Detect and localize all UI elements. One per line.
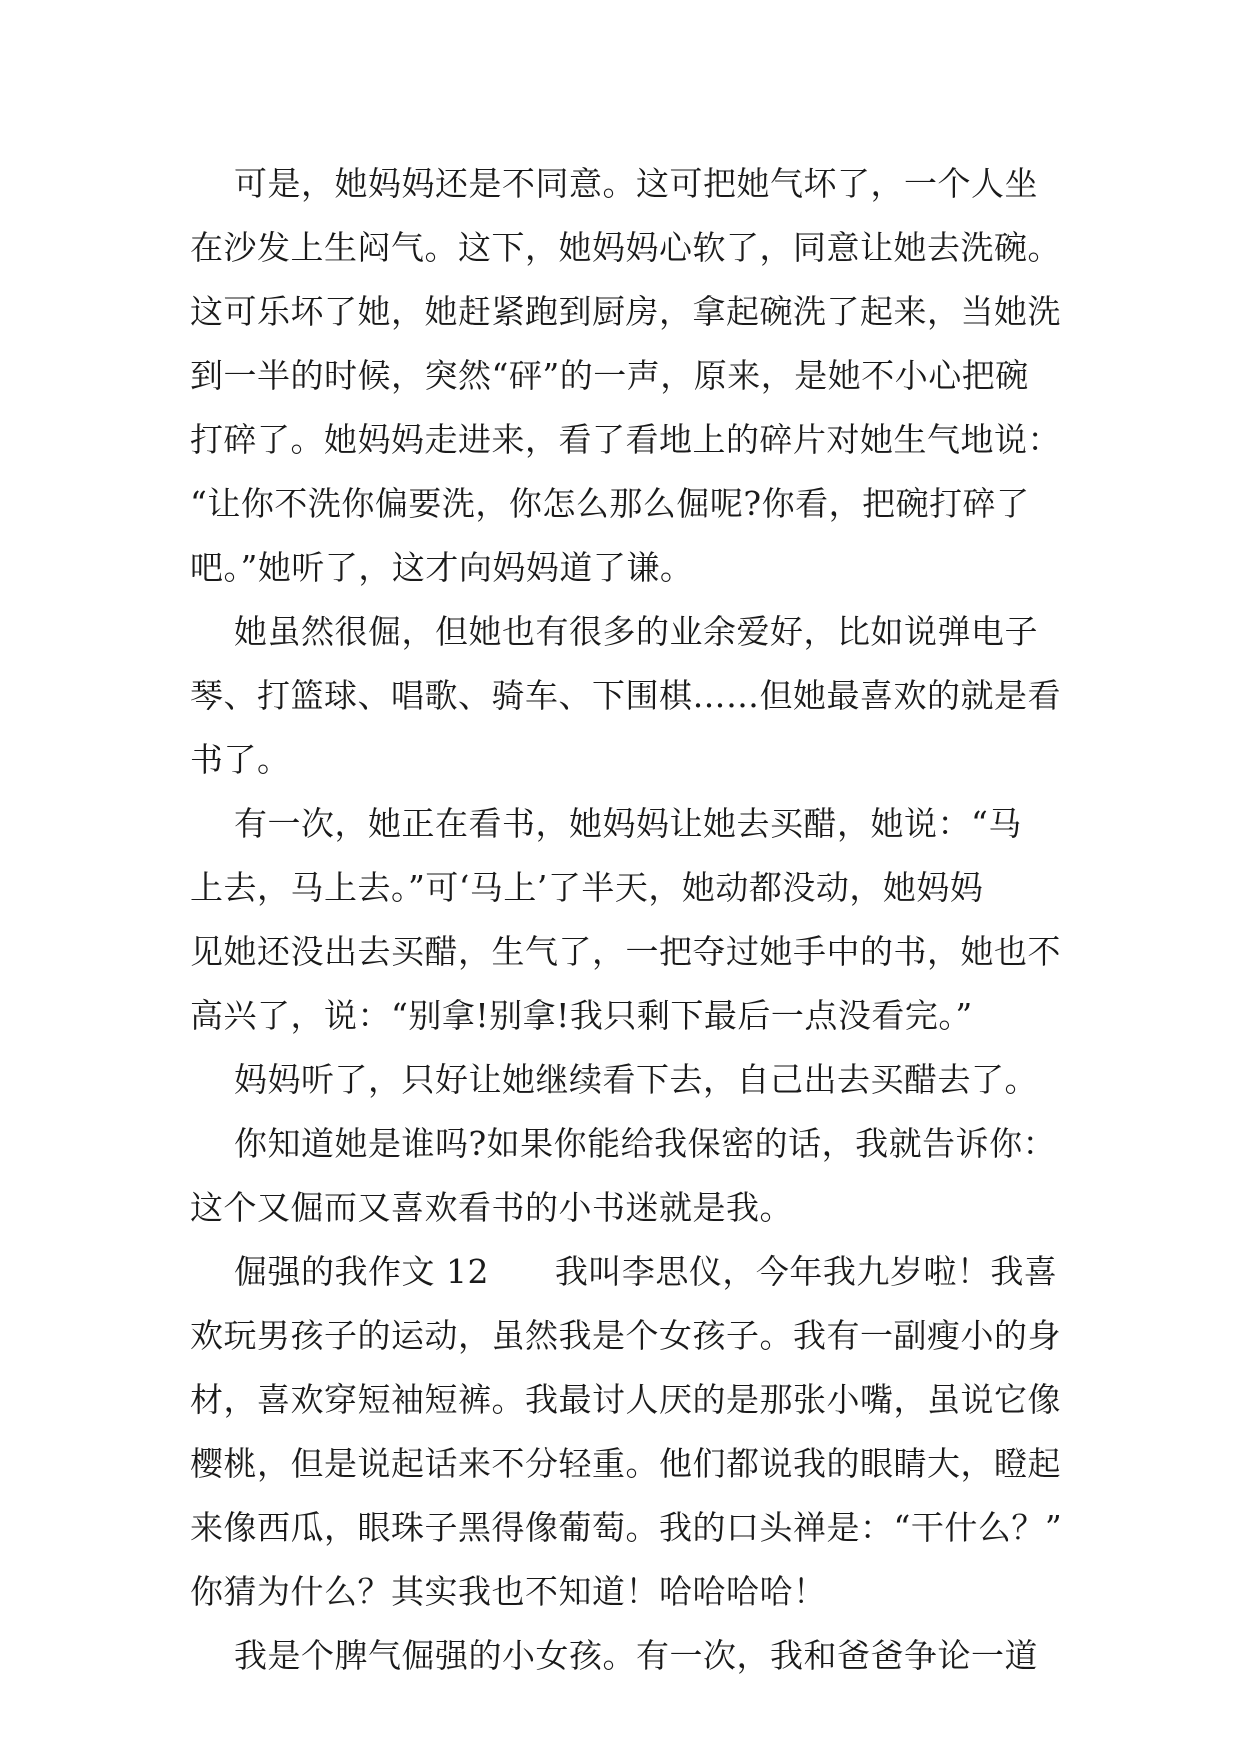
text-line: “让你不洗你偏要洗，你怎么那么倔呢?你看，把碗打碎了 <box>190 484 1030 523</box>
text-line: 到一半的时候，突然“砰”的一声，原来，是她不小心把碗 <box>190 356 1029 395</box>
text-line: 材，喜欢穿短袖短裤。我最讨人厌的是那张小嘴，虽说它像 <box>190 1380 1061 1419</box>
text-line: 倔强的我作文 12 我叫李思仪，今年我九岁啦！我喜 <box>190 1252 1058 1291</box>
text-line: 琴、打篮球、唱歌、骑车、下围棋……但她最喜欢的就是看 <box>190 676 1061 715</box>
text-line: 上去，马上去。”可‘马上’了半天，她动都没动，她妈妈 <box>190 868 984 907</box>
text-line: 有一次，她正在看书，她妈妈让她去买醋，她说：“马 <box>190 804 1022 843</box>
text-line: 这个又倔而又喜欢看书的小书迷就是我。 <box>190 1188 793 1227</box>
text-line: 妈妈听了，只好让她继续看下去，自己出去买醋去了。 <box>190 1060 1038 1099</box>
text-line: 你猜为什么？其实我也不知道！哈哈哈哈！ <box>190 1572 827 1611</box>
text-line: 欢玩男孩子的运动，虽然我是个女孩子。我有一副瘦小的身 <box>190 1316 1061 1355</box>
text-line: 见她还没出去买醋，生气了，一把夺过她手中的书，她也不 <box>190 932 1061 971</box>
text-line: 高兴了，说：“别拿!别拿!我只剩下最后一点没看完。” <box>190 996 973 1035</box>
text-line: 打碎了。她妈妈走进来，看了看地上的碎片对她生气地说： <box>190 420 1061 459</box>
text-line: 我是个脾气倔强的小女孩。有一次，我和爸爸争论一道 <box>190 1636 1038 1675</box>
text-line: 樱桃，但是说起话来不分轻重。他们都说我的眼睛大，瞪起 <box>190 1444 1061 1483</box>
text-line: 可是，她妈妈还是不同意。这可把她气坏了，一个人坐 <box>190 164 1038 203</box>
text-line: 吧。”她听了，这才向妈妈道了谦。 <box>190 548 694 587</box>
essay-body <box>190 152 1070 1688</box>
text-line: 你知道她是谁吗?如果你能给我保密的话，我就告诉你： <box>190 1124 1057 1163</box>
text-line: 这可乐坏了她，她赶紧跑到厨房，拿起碗洗了起来，当她洗 <box>190 292 1061 331</box>
text-line: 来像西瓜，眼珠子黑得像葡萄。我的口头禅是：“干什么？” <box>190 1508 1063 1547</box>
text-line: 书了。 <box>190 740 291 779</box>
text-line: 她虽然很倔，但她也有很多的业余爱好，比如说弹电子 <box>190 612 1038 651</box>
text-line: 在沙发上生闷气。这下，她妈妈心软了，同意让她去洗碗。 <box>190 228 1061 267</box>
